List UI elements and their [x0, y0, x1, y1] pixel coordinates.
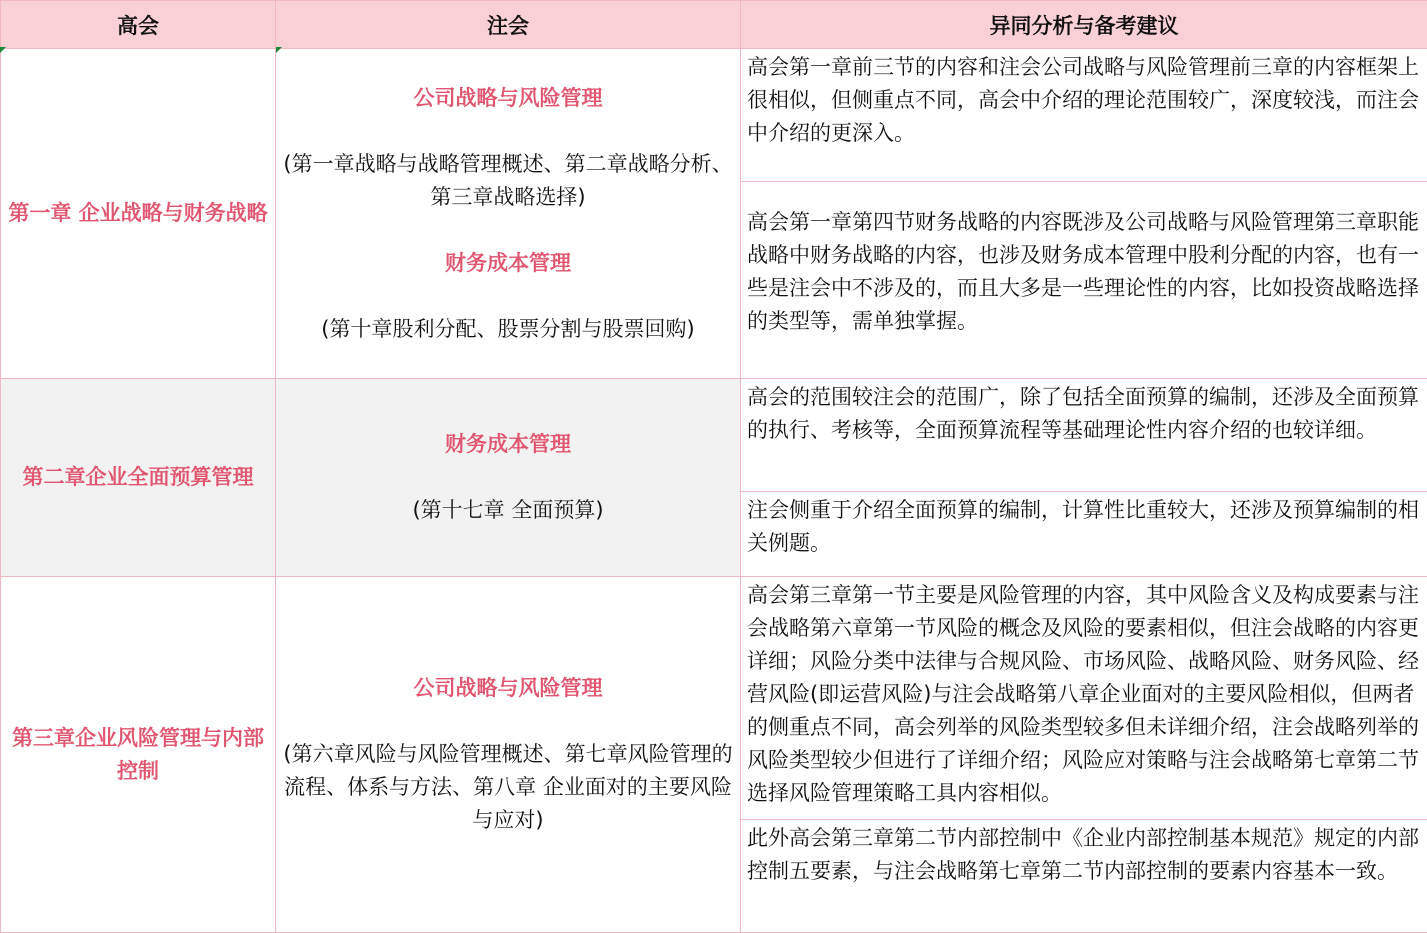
- table-row: [1, 49, 1427, 182]
- analysis-2b: 注会侧重于介绍全面预算的编制，计算性比重较大，还涉及预算编制的相关例题。: [741, 492, 1427, 577]
- zhuhui-1: [276, 49, 741, 379]
- table-row: [1, 577, 1427, 820]
- analysis-3a: 高会第三章第一节主要是风险管理的内容，其中风险含义及构成要素与注会战略第六章第一节风险的概念及风险的要素相似，但注会战略的内容更详细；风险分类中法律与合规风险、市场风险、战略风险、财务风险、经营风险(即运营风险)与注会战略第八章企业面对的主要风险相似，但两者的侧重点不同，高会列举的风险类型较多但未详细介绍，注会战略列举的风险类型较少但进行了详细介绍；风险应对策略与注会战略第七章第二节选择风险管理策略工具内容相似。: [741, 577, 1427, 820]
- zhuhui-detail: (第十七章 全面预算): [282, 494, 734, 527]
- zhuhui-detail: (第一章战略与战略管理概述、第二章战略分析、第三章战略选择): [282, 148, 734, 214]
- zhuhui-detail: (第六章风险与风险管理概述、第七章风险管理的流程、体系与方法、第八章 企业面对的主要风险与应对): [282, 738, 734, 837]
- analysis-1a: 高会第一章前三节的内容和注会公司战略与风险管理前三章的内容框架上很相似，但侧重点不同，高会中介绍的理论范围较广，深度较浅，而注会中介绍的更深入。: [741, 49, 1427, 182]
- analysis-2a: 高会的范围较注会的范围广，除了包括全面预算的编制，还涉及全面预算的执行、考核等，全面预算流程等基础理论性内容介绍的也较详细。: [741, 379, 1427, 492]
- header-zhuhui: 注会: [276, 1, 741, 49]
- analysis-1b: 高会第一章第四节财务战略的内容既涉及公司战略与风险管理第三章职能战略中财务战略的内容，也涉及财务成本管理中股利分配的内容，也有一些是注会中不涉及的，而且大多是一些理论性的内容，比如投资战略选择的类型等，需单独掌握。: [741, 182, 1427, 379]
- zhuhui-subject: 财务成本管理: [282, 428, 734, 461]
- zhuhui-subject: 公司战略与风险管理: [282, 82, 734, 115]
- comment-marker: [276, 47, 282, 53]
- zhuhui-2: [276, 379, 741, 577]
- header-analysis: 异同分析与备考建议: [741, 1, 1427, 49]
- zhuhui-subject: 财务成本管理: [282, 247, 734, 280]
- analysis-3b: 此外高会第三章第二节内部控制中《企业内部控制基本规范》规定的内部控制五要素，与注会战略第七章第二节内部控制的要素内容基本一致。: [741, 820, 1427, 933]
- comment-marker: [0, 47, 6, 53]
- chapter-3: 第三章企业风险管理与内部控制: [1, 577, 276, 933]
- zhuhui-3: [276, 577, 741, 933]
- header-gaohui: 高会: [1, 1, 276, 49]
- zhuhui-subject: 公司战略与风险管理: [282, 672, 734, 705]
- chapter-2: 第二章企业全面预算管理: [1, 379, 276, 577]
- table-row: [1, 379, 1427, 492]
- chapter-1: 第一章 企业战略与财务战略: [1, 49, 276, 379]
- zhuhui-detail: (第十章股利分配、股票分割与股票回购): [282, 313, 734, 346]
- header-row: [1, 1, 1427, 49]
